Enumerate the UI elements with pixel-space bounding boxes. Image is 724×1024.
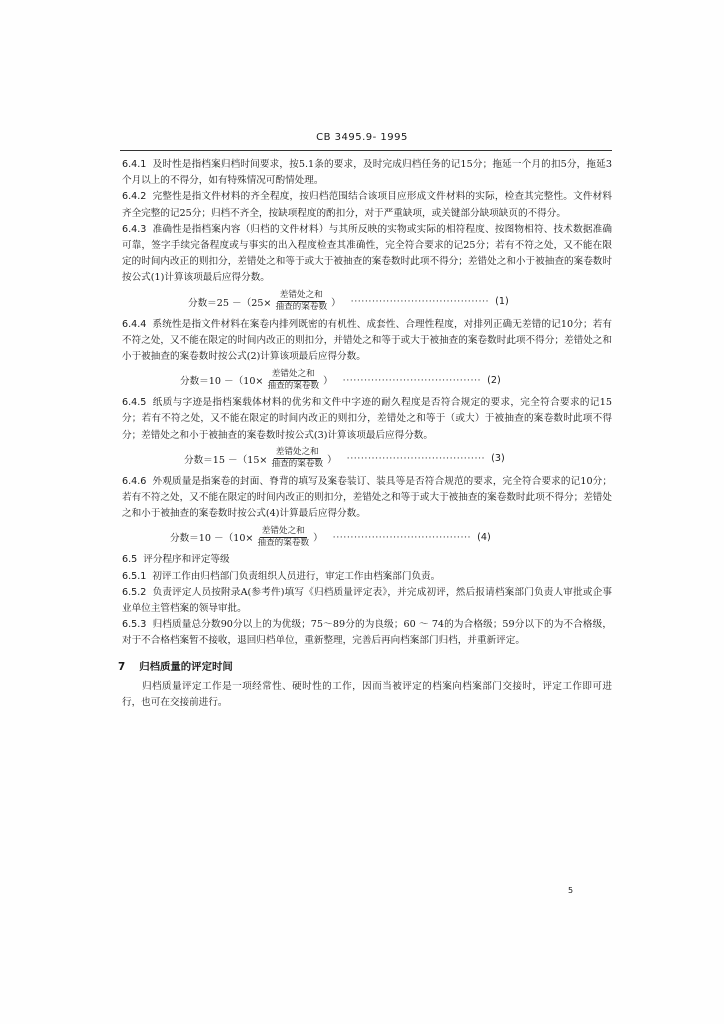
clause-number: 6.4.1 — [122, 159, 147, 170]
clause-6-5-2 — [122, 585, 612, 617]
clause-text: 外观质量是指案卷的封面、脊背的填写及案卷装订、装具等是否符合规范的要求，完全符合要求的记10分；若有不符之处，又不能在限定的时间内改正的则扣分，差错处之和等于或大于被抽查的案卷数时此项不得分；差错处之和小于被抽查的案卷数时按公式(4)计算最后应得分数。 — [122, 475, 612, 520]
clause-6-4-4 — [122, 317, 612, 366]
fraction-numerator: 差错处之和 — [279, 290, 323, 301]
fraction-denominator: 抽查的案卷数 — [271, 459, 324, 470]
formula-close: ） — [327, 454, 337, 466]
clause-text: 系统性是指文件材料在案卷内排列既密的有机性、成套性、合理性程度，对排列正确无差错的记10分；若有不符之处，又不能在限定的时间内改正的则扣分，并错处之和等于或大于被抽查的案卷数时此项不得分；差错处之和小于被抽查的案卷数时按公式(2)计算该项最后应得分数。 — [122, 318, 612, 363]
clause-text: 负责评定人员按附录A(参考件)填写《归档质量评定表》，并完成初评，然后报请档案部门负责人审批或企事业单位主管档案的领导审批。 — [122, 586, 612, 615]
clause-number: 6.4.3 — [122, 223, 147, 235]
formula-4 — [122, 522, 612, 552]
formula-lead: 分数＝10 －（10× — [170, 533, 254, 545]
clause-text: 准确性是指档案内容（归档的文件材料）与其所反映的实物或实际的相符程度、按图物相符、技术数据准确可靠，签字手续完备程度或与事实的出入程度检查其准确性，完全符合要求的记25分；若有不符之处，又不能在限定的时间内改正的则扣分，差错处之和等于或大于被抽查的案卷数时此项不得分；差错处之和小于被抽查的案卷数时按公式(1)计算该项最后应得分数。 — [122, 223, 612, 284]
clause-number: 6.4.6 — [122, 475, 147, 487]
chapter-7-text: 归档质量评定工作是一项经常性、硬时性的工作，因而当被评定的档案向档案部门交接时，评定工作即可进行，也可在交接前进行。 — [122, 680, 612, 708]
document-body — [118, 157, 612, 711]
formula-2 — [122, 365, 612, 395]
formula-1 — [122, 287, 612, 317]
formula-close: ） — [331, 297, 341, 309]
equation-number: (1) — [495, 296, 509, 308]
clause-6-4-6 — [122, 474, 612, 523]
clause-6-4-3 — [122, 222, 612, 287]
fraction-numerator: 差错处之和 — [271, 368, 315, 379]
clause-number: 6.5.1 — [122, 570, 147, 582]
fraction-denominator: 抽查的案卷数 — [275, 302, 328, 313]
clause-number: 6.5 — [122, 554, 138, 566]
formula-fraction — [255, 526, 311, 549]
leader-dots: ······································· — [346, 453, 486, 465]
clause-number: 6.4.4 — [122, 318, 147, 330]
formula-close: ） — [313, 533, 323, 545]
clause-number: 6.4.2 — [122, 191, 147, 203]
clause-6-4-2 — [122, 189, 612, 221]
formula-lead: 分数＝15 －（15× — [184, 454, 268, 466]
clause-text: 评分程序和评定等级 — [143, 554, 230, 566]
clause-text: 及时性是指档案归档时间要求，按5.1条的要求，及时完成归档任务的记15分；拖延一个月的扣5分，拖延3个月以上的不得分，如有特殊情况可酌情处理。 — [122, 159, 612, 187]
clause-6-5 — [122, 552, 612, 568]
clause-text: 纸质与字迹是指档案载体材料的优劣和文件中字迹的耐久程度是否符合规定的要求，完全符合要求的记15分；若有不符之处，又不能在限定的时间内改正的则扣分，差错处之和等于（或大）于被抽查的案卷数时此项不得分；差错处之和小于被抽查的案卷数时按公式(3)计算该项最后应得分数。 — [122, 397, 612, 441]
header-divider — [120, 150, 612, 151]
clause-text: 初评工作由归档部门负责组织人员进行，审定工作由档案部门负责。 — [152, 570, 441, 582]
chapter-number: 7 — [118, 660, 126, 673]
leader-dots: ······································· — [350, 296, 490, 308]
formula-fraction — [273, 290, 329, 313]
leader-dots: ······································· — [332, 531, 472, 543]
formula-fraction — [269, 447, 325, 470]
clause-6-4-5 — [122, 395, 612, 444]
formula-lead: 分数＝10 －（10× — [180, 376, 264, 388]
equation-number: (2) — [487, 374, 501, 386]
fraction-numerator: 差错处之和 — [261, 525, 305, 536]
clause-6-4-1 — [122, 157, 612, 189]
chapter-title: 归档质量的评定时间 — [139, 660, 233, 673]
formula-lead: 分数＝25 －（25× — [188, 297, 272, 309]
standard-number-header: CB 3495.9- 1995 — [316, 132, 408, 143]
fraction-denominator: 抽查的案卷数 — [257, 537, 310, 548]
clause-6-5-3 — [122, 617, 612, 649]
clause-text: 归档质量总分数90分以上的为优级；75～89分的为良级；60 ～ 74的为合格级；59分以下的为不合格级，对于不合格档案暂不接收，退回归档单位，重新整理，完善后再向档案部门归档，并重新评定。 — [122, 619, 612, 647]
clause-text: 完整性是指文件材料的齐全程度，按归档范围结合该项目应形成文件材料的实际，检查其完整性。文件材料齐全完整的记25分；归档不齐全，按缺项程度的酌扣分，对于严重缺项，或关键部分缺项缺页的不得分。 — [122, 191, 612, 219]
formula-fraction — [265, 369, 321, 392]
equation-number: (3) — [491, 453, 505, 465]
fraction-denominator: 抽查的案卷数 — [267, 380, 320, 391]
clause-6-5-1 — [122, 569, 612, 585]
formula-3 — [122, 444, 612, 474]
fraction-numerator: 差错处之和 — [275, 447, 319, 458]
chapter-7-heading — [118, 658, 612, 673]
formula-close: ） — [323, 376, 333, 388]
leader-dots: ······································· — [342, 374, 482, 386]
clause-number: 6.4.5 — [122, 397, 147, 409]
clause-number: 6.5.3 — [122, 619, 147, 631]
equation-number: (4) — [477, 531, 491, 543]
page-number: 5 — [568, 886, 574, 895]
clause-number: 6.5.2 — [122, 586, 147, 598]
